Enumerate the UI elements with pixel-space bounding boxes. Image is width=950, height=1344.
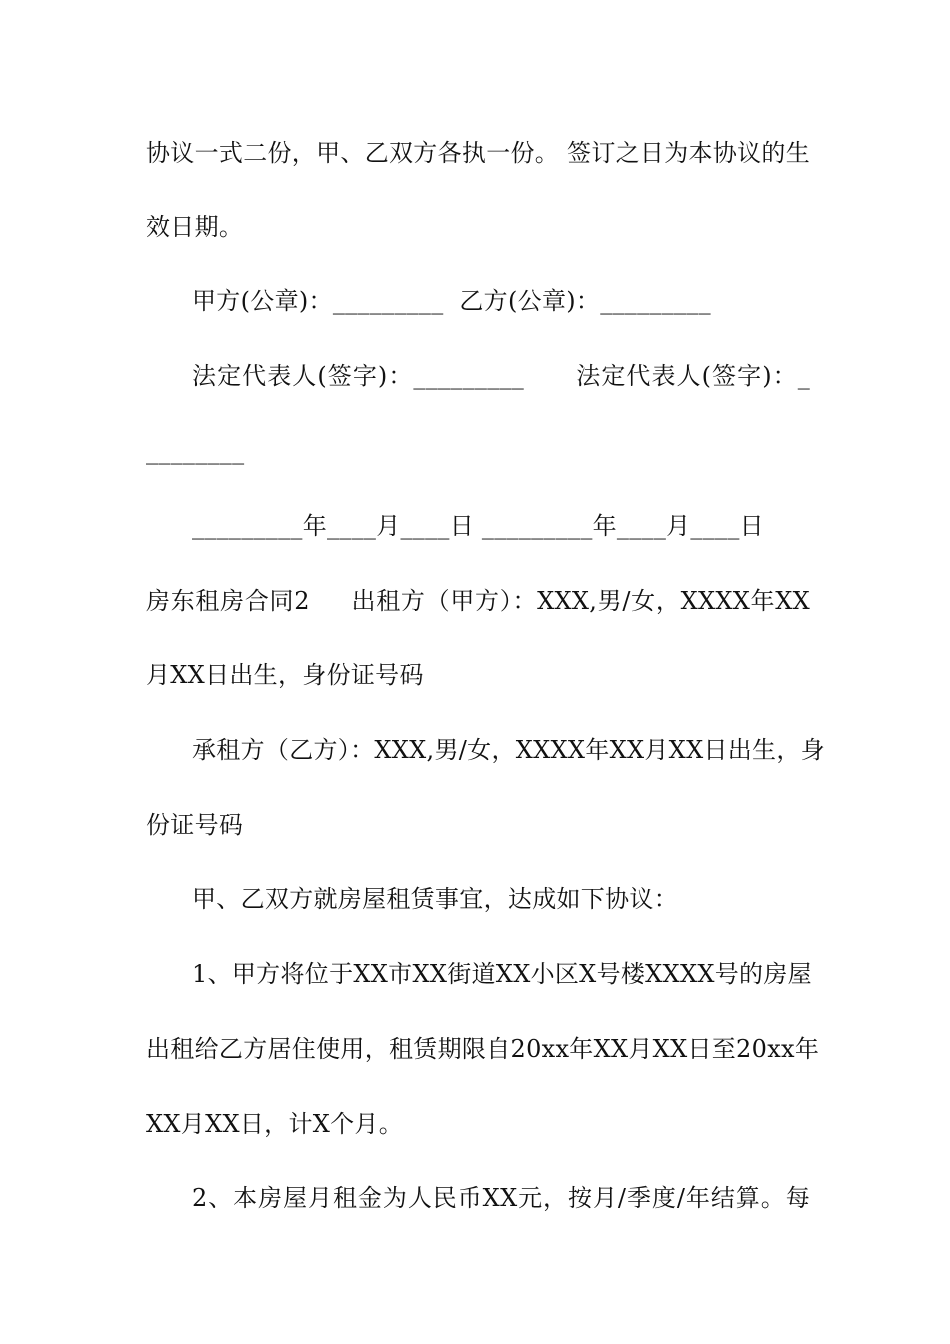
clause-1-line-1: 1、甲方将位于XX市XX街道XX小区X号楼XXXX号的房屋 <box>192 960 812 988</box>
text-line-10: 份证号码 <box>146 811 244 839</box>
tenant-line: 承租方（乙方）：XXX,男/女，XXXX年XX月XX日出生，身 <box>192 736 825 764</box>
contract-title-line: 房东租房合同2 出租方（甲方）：XXX,男/女，XXXX年XX <box>146 587 810 615</box>
signature-continuation-line: ________ <box>146 437 245 465</box>
party-seal-line: 甲方(公章)：_________ 乙方(公章)：_________ <box>192 287 711 315</box>
text-line-1: 协议一式二份，甲、乙双方各执一份。 签订之日为本协议的生 <box>146 139 811 167</box>
agreement-intro-line: 甲、乙双方就房屋租赁事宜，达成如下协议： <box>192 885 678 913</box>
legal-representative-line: 法定代表人(签字)：_________ 法定代表人(签字)：_ <box>192 362 810 390</box>
clause-2-line-1: 2、本房屋月租金为人民币XX元，按月/季度/年结算。每 <box>192 1184 810 1212</box>
text-line-8: 月XX日出生，身份证号码 <box>146 661 424 689</box>
date-line: _________年____月____日 _________年____月____日 <box>192 512 764 540</box>
clause-1-line-3: XX月XX日，计X个月。 <box>146 1110 404 1138</box>
clause-1-line-2: 出租给乙方居住使用，租赁期限自20xx年XX月XX日至20xx年 <box>146 1035 820 1063</box>
text-line-2: 效日期。 <box>146 213 244 241</box>
